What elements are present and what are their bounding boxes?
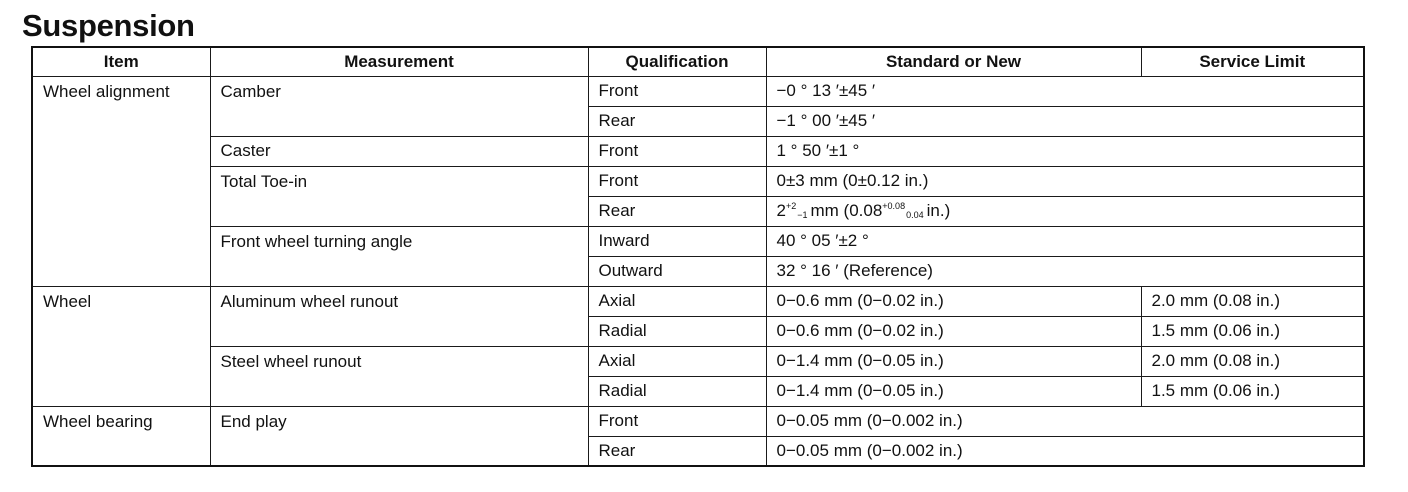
measurement-cell: Total Toe-in	[210, 166, 588, 226]
service-limit-cell: 1.5 mm (0.06 in.)	[1141, 376, 1364, 406]
standard-cell: 0−0.6 mm (0−0.02 in.)	[766, 316, 1141, 346]
header-service-limit: Service Limit	[1141, 47, 1364, 76]
table-row	[32, 226, 1364, 256]
toe-rear-inch-base: mm (0.08	[810, 201, 883, 220]
toe-rear-lower-tolerance: −1	[797, 210, 808, 220]
toe-rear-upper-tolerance: +2	[785, 201, 797, 211]
measurement-cell: Aluminum wheel runout	[210, 286, 588, 346]
measurement-cell: Camber	[210, 76, 588, 136]
standard-cell	[766, 196, 1364, 226]
toe-rear-inch-end: in.)	[926, 201, 951, 220]
standard-cell: −0 ° 13 ′±45 ′	[766, 76, 1364, 106]
standard-cell: 0−0.6 mm (0−0.02 in.)	[766, 286, 1141, 316]
item-cell: Wheel	[32, 286, 210, 406]
qualification-cell: Radial	[588, 376, 766, 406]
table-row	[32, 406, 1364, 436]
measurement-cell: Steel wheel runout	[210, 346, 588, 406]
header-standard: Standard or New	[766, 47, 1141, 76]
page-title: Suspension	[22, 8, 195, 43]
standard-cell: 0−1.4 mm (0−0.05 in.)	[766, 376, 1141, 406]
standard-cell: 32 ° 16 ′ (Reference)	[766, 256, 1364, 286]
qualification-cell: Rear	[588, 196, 766, 226]
standard-cell: 40 ° 05 ′±2 °	[766, 226, 1364, 256]
item-cell: Wheel alignment	[32, 76, 210, 286]
measurement-cell: End play	[210, 406, 588, 466]
header-item: Item	[32, 47, 210, 76]
service-limit-cell: 2.0 mm (0.08 in.)	[1141, 346, 1364, 376]
qualification-cell: Outward	[588, 256, 766, 286]
suspension-spec-table	[31, 46, 1365, 467]
header-qualification: Qualification	[588, 47, 766, 76]
qualification-cell: Front	[588, 406, 766, 436]
standard-cell: 0−0.05 mm (0−0.002 in.)	[766, 406, 1364, 436]
toe-rear-inch-lower-tolerance: 0.04	[906, 210, 924, 220]
qualification-cell: Radial	[588, 316, 766, 346]
header-measurement: Measurement	[210, 47, 588, 76]
table-header-row	[32, 47, 1364, 76]
qualification-cell: Rear	[588, 436, 766, 466]
service-limit-cell: 1.5 mm (0.06 in.)	[1141, 316, 1364, 346]
toe-rear-base: 2	[776, 201, 786, 220]
table-row	[32, 286, 1364, 316]
standard-cell: 0±3 mm (0±0.12 in.)	[766, 166, 1364, 196]
measurement-cell: Front wheel turning angle	[210, 226, 588, 286]
qualification-cell: Rear	[588, 106, 766, 136]
standard-cell: 1 ° 50 ′±1 °	[766, 136, 1364, 166]
table-row	[32, 76, 1364, 106]
table-row	[32, 346, 1364, 376]
service-limit-cell: 2.0 mm (0.08 in.)	[1141, 286, 1364, 316]
measurement-cell: Caster	[210, 136, 588, 166]
standard-cell: 0−1.4 mm (0−0.05 in.)	[766, 346, 1141, 376]
item-cell: Wheel bearing	[32, 406, 210, 466]
qualification-cell: Axial	[588, 346, 766, 376]
qualification-cell: Front	[588, 166, 766, 196]
qualification-cell: Front	[588, 76, 766, 106]
standard-cell: 0−0.05 mm (0−0.002 in.)	[766, 436, 1364, 466]
qualification-cell: Inward	[588, 226, 766, 256]
qualification-cell: Front	[588, 136, 766, 166]
table-row	[32, 166, 1364, 196]
standard-cell: −1 ° 00 ′±45 ′	[766, 106, 1364, 136]
toe-rear-inch-upper-tolerance: +0.08	[882, 201, 906, 211]
qualification-cell: Axial	[588, 286, 766, 316]
table-row	[32, 136, 1364, 166]
